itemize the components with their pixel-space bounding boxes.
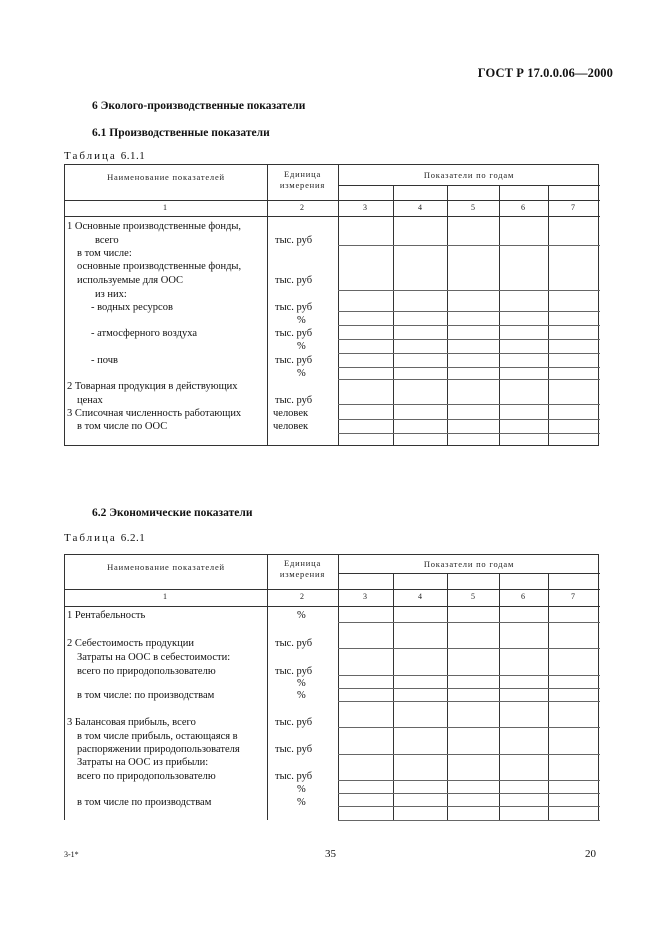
row-label: используемые для ООС (77, 275, 184, 286)
table-caption-word: Таблица (64, 532, 117, 544)
row-line (338, 806, 600, 807)
col-header-name: Наименование показателей (107, 562, 225, 572)
row-line (338, 688, 600, 689)
row-line (338, 793, 600, 794)
row-line (338, 727, 600, 728)
footer-page-center: 35 (325, 848, 336, 860)
row-line (338, 245, 600, 246)
col-divider (267, 165, 268, 445)
row-label: в том числе по ООС (77, 421, 168, 432)
section-6-1-title: 6.1 Производственные показатели (92, 127, 270, 139)
table-caption-number: 6.1.1 (120, 150, 146, 162)
col-divider (499, 185, 500, 445)
header-line (65, 606, 600, 607)
unit-cell: % (297, 797, 306, 808)
col-divider (499, 573, 500, 820)
unit-cell: % (297, 690, 306, 701)
col-number: 3 (363, 592, 367, 601)
col-divider (447, 185, 448, 445)
row-line (338, 622, 600, 623)
header-line (338, 185, 600, 186)
unit-cell: % (297, 341, 306, 352)
row-label: из них: (95, 289, 127, 300)
col-divider (393, 185, 394, 445)
row-label: ценах (77, 395, 103, 406)
unit-cell: тыс. руб (275, 717, 313, 728)
row-line (338, 648, 600, 649)
section-6-title: 6 Эколого-производственные показатели (92, 100, 306, 112)
row-label: в том числе: по производствам (77, 690, 215, 701)
table-6-1-1-caption (64, 150, 145, 162)
row-line (338, 754, 600, 755)
row-label: всего по природопользователю (77, 666, 216, 677)
section-6-2-title: 6.2 Экономические показатели (92, 507, 253, 519)
col-header-unit-2: измерения (279, 569, 326, 579)
col-number: 4 (418, 592, 422, 601)
unit-cell: тыс. руб (275, 771, 313, 782)
footer-sheet-mark: 3-1* (64, 850, 79, 859)
table-6-2-1-caption (64, 532, 145, 544)
col-number: 7 (571, 592, 575, 601)
col-number: 3 (363, 203, 367, 212)
unit-cell: тыс. руб (275, 275, 313, 286)
row-line (338, 339, 600, 340)
row-line (338, 675, 600, 676)
unit-cell: тыс. руб (275, 395, 313, 406)
col-header-unit-1: Единица (283, 169, 322, 179)
row-label: - водных ресурсов (91, 302, 173, 313)
col-number: 5 (471, 592, 475, 601)
col-divider (267, 555, 268, 820)
row-line (338, 780, 600, 781)
col-number: 1 (163, 592, 167, 601)
row-label: Затраты на ООС из прибыли: (77, 757, 209, 768)
table-caption-number: 6.2.1 (120, 532, 146, 544)
row-label: 3 Балансовая прибыль, всего (67, 717, 196, 728)
unit-cell: тыс. руб (275, 744, 313, 755)
unit-cell: человек (273, 421, 309, 432)
row-label: в том числе прибыль, остающаяся в (77, 731, 238, 742)
col-divider (338, 165, 339, 445)
row-label: 1 Основные производственные фонды, (67, 221, 242, 232)
col-header-years: Показатели по годам (423, 170, 515, 180)
unit-cell: % (297, 784, 306, 795)
footer-page-number: 20 (585, 848, 596, 860)
table-6-2-1 (64, 554, 599, 820)
col-number: 2 (300, 592, 304, 601)
unit-cell: % (297, 368, 306, 379)
header-line (65, 589, 600, 590)
header-line (65, 216, 600, 217)
row-label: распоряжении природопользователя (77, 744, 240, 755)
row-line (338, 820, 600, 821)
row-label: в том числе: (77, 248, 132, 259)
row-line (338, 404, 600, 405)
col-header-unit-1: Единица (283, 558, 322, 568)
col-divider (447, 573, 448, 820)
row-label: 1 Рентабельность (67, 610, 146, 621)
col-number: 4 (418, 203, 422, 212)
row-line (338, 379, 600, 380)
row-label: 2 Себестоимость продукции (67, 638, 194, 649)
row-label: всего по природопользователю (77, 771, 216, 782)
row-line (338, 433, 600, 434)
table-caption-word: Таблица (64, 150, 117, 162)
col-number: 1 (163, 203, 167, 212)
unit-cell: человек (273, 408, 309, 419)
row-label: в том числе по производствам (77, 797, 212, 808)
row-line (338, 325, 600, 326)
row-line (338, 290, 600, 291)
header-line (338, 573, 600, 574)
col-divider (393, 573, 394, 820)
col-header-unit-2: измерения (279, 180, 326, 190)
row-label: основные производственные фонды, (77, 261, 242, 272)
unit-cell: тыс. руб (275, 666, 313, 677)
col-divider (548, 185, 549, 445)
row-label: Затраты на ООС в себестоимости: (77, 652, 231, 663)
unit-cell: тыс. руб (275, 638, 313, 649)
col-number: 2 (300, 203, 304, 212)
row-line (338, 701, 600, 702)
col-number: 5 (471, 203, 475, 212)
row-label: 2 Товарная продукция в действующих (67, 381, 238, 392)
unit-cell: % (297, 678, 306, 689)
header-line (65, 200, 600, 201)
unit-cell: тыс. руб (275, 235, 313, 246)
unit-cell: тыс. руб (275, 355, 313, 366)
row-line (338, 367, 600, 368)
col-number: 7 (571, 203, 575, 212)
unit-cell: тыс. руб (275, 302, 313, 313)
standard-header: ГОСТ Р 17.0.0.06—2000 (477, 66, 613, 80)
row-label: всего (95, 235, 119, 246)
row-line (338, 353, 600, 354)
col-divider (548, 573, 549, 820)
col-number: 6 (521, 203, 525, 212)
row-line (338, 311, 600, 312)
row-line (338, 419, 600, 420)
col-number: 6 (521, 592, 525, 601)
table-6-1-1 (64, 164, 599, 446)
unit-cell: % (297, 315, 306, 326)
col-header-years: Показатели по годам (423, 559, 515, 569)
unit-cell: % (297, 610, 306, 621)
row-label: - почв (91, 355, 118, 366)
row-label: - атмосферного воздуха (91, 328, 198, 339)
row-label: 3 Списочная численность работающих (67, 408, 242, 419)
unit-cell: тыс. руб (275, 328, 313, 339)
col-header-name: Наименование показателей (107, 172, 225, 182)
